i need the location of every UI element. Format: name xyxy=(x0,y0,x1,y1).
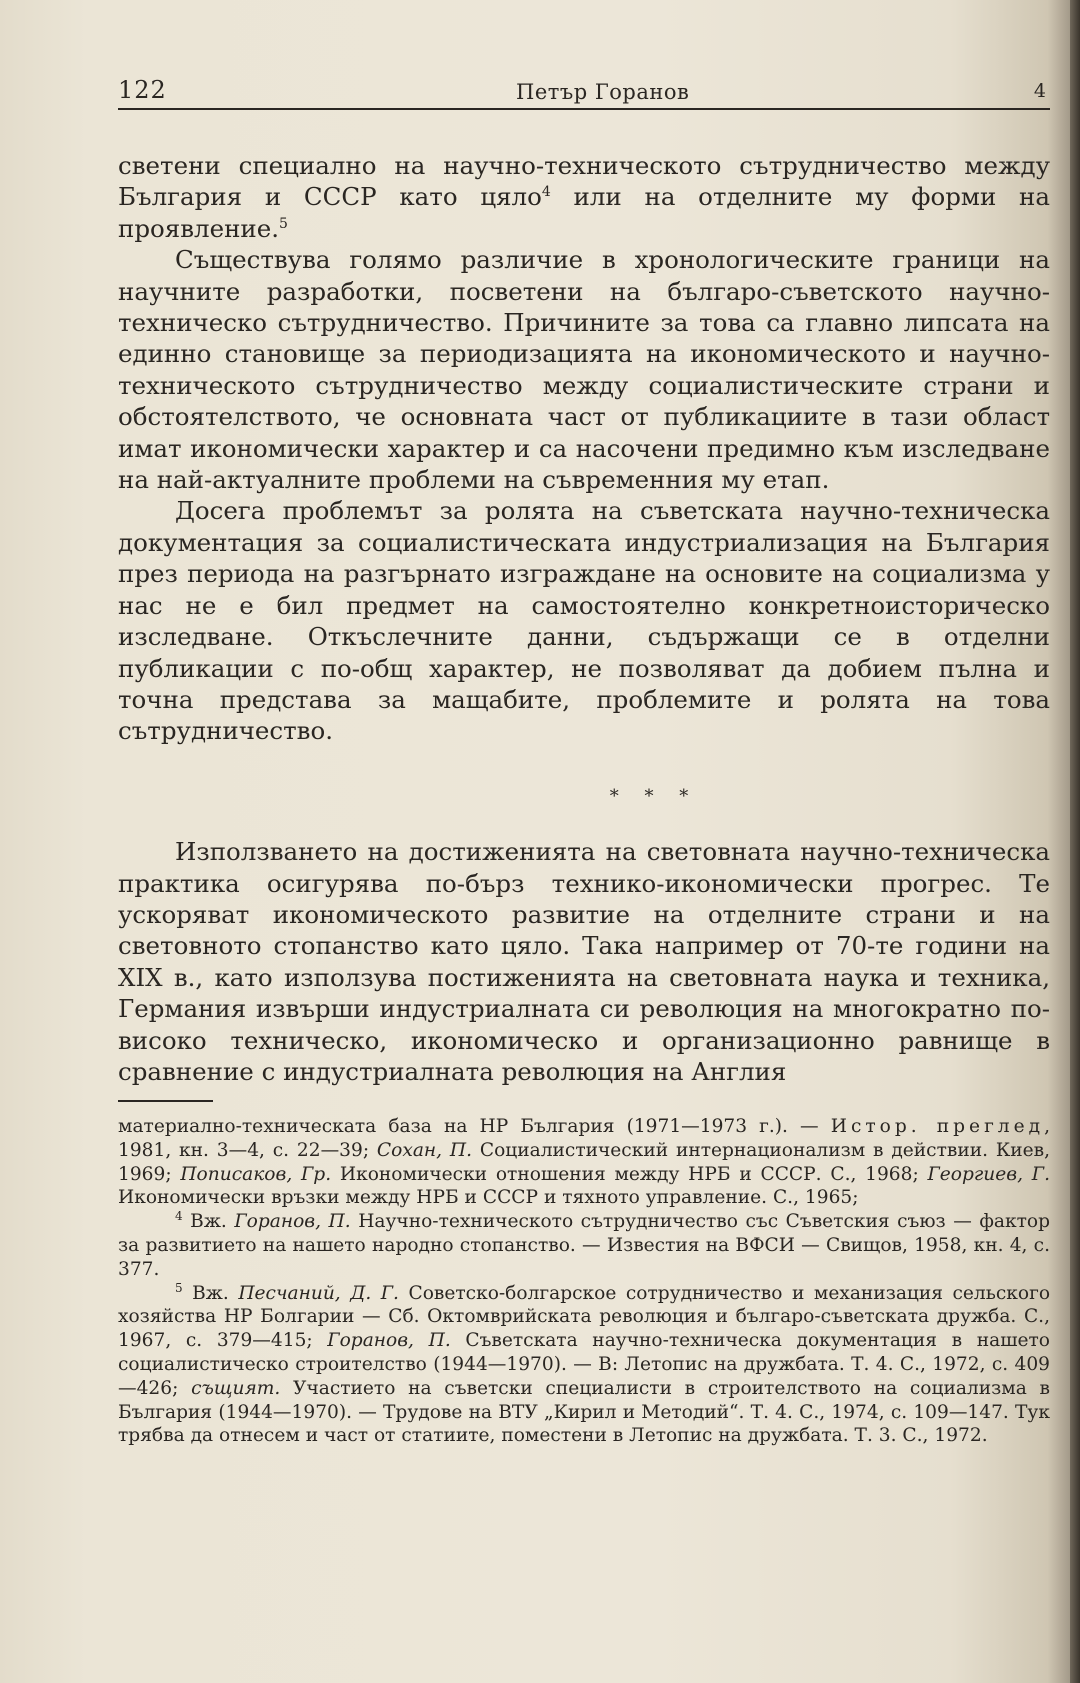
footnotes xyxy=(118,1115,1050,1448)
fn-cont-text-e: Икономически връзки между НРБ и СССР и тяхното управление. С., 1965; xyxy=(118,1187,859,1209)
fn-cont-text-a: материално-техническата база на НР България (1971—1973 г.). — xyxy=(118,1116,831,1137)
footnote-rule xyxy=(118,1100,213,1102)
fn-cont-journal: Истор. преглед xyxy=(830,1116,1045,1137)
fn5-text-c: Съветската научно-техническа документация в нашето социалистическо строителство (1944—1970). — В: Летопис на дружбата. Т. 4. С., 1972, с. 409—426; xyxy=(118,1330,1050,1399)
book-spine-shadow xyxy=(1070,0,1080,1683)
fn5-text-d: Участието на съветски специалисти в строителството на социализма в България (1944—1970). — Трудове на ВТУ „Кирил и Методий“. Т. 4. С., 1974, с. 109—147. Тук трябва да отнесем и част от статиите, поместени в Летопис на дружбата. Т. 3. С., 1972. xyxy=(118,1377,1050,1447)
fn-cont-text-b: , 1981, кн. 3—4, с. 22—39; xyxy=(118,1116,1050,1161)
fn-cont-text-d: Икономически отношения между НРБ и СССР. С., 1968; xyxy=(331,1163,928,1185)
fn5-author-2: Горанов, П. xyxy=(327,1330,451,1352)
footnote-5-number: 5 xyxy=(175,1280,183,1295)
footnote-ref-4: 4 xyxy=(541,184,551,201)
paragraph-1 xyxy=(118,150,1050,244)
header-rule xyxy=(118,108,1050,110)
fn4-author: Горанов, П. xyxy=(234,1211,351,1233)
footnote-4 xyxy=(118,1210,1050,1281)
paragraph-3: Досега проблемът за ролята на съветската научно-техническа документация за социалистическата индустриализация на България през периода на разгърнато изграждане на основите на социализма у нас не е бил предмет на самостоятелно конкретноисторическо изследване. Откъслечните данни, съдържащи се в отделни публикации с по-общ характер, не позволяват да добием пълна и точна представа за мащабите, проблемите и ролята на това сътрудничество. xyxy=(118,496,1050,746)
footnote-ref-5: 5 xyxy=(279,215,288,232)
footnote-5 xyxy=(118,1282,1050,1449)
fn5-text-b: Советско-болгарское сотрудничество и механизация сельского хозяйства НР Болгарии — Сб. Октомврийската революция и българо-съветската дружба. С., 1967, с. 379—415; xyxy=(118,1282,1051,1352)
paragraph-4: Използването на достиженията на световната научно-техническа практика осигурява по-бърз технико-икономически прогрес. Те ускоряват икономическото развитие на отделните страни и на световното стопанство като цяло. Така например от 70-те години на XIX в., като използува постиженията на световната наука и техника, Германия извърши индустриалната си революция на многократно по-високо техническо, икономическо и организационно равнище в сравнение с индустриалната революция на Англия xyxy=(118,837,1050,1086)
fn4-text-b: Научно-техническото сътрудничество със Съветския съюз — фактор за развитието на нашето народно стопанство. — Известия на ВФСИ — Свищов, 1958, кн. 4, с. 377. xyxy=(118,1211,1050,1280)
paragraph-1-text-cont: или на отделните му форми на проявление. xyxy=(118,182,1050,243)
section-separator: * * * xyxy=(609,785,699,807)
fn5-author-3: същият. xyxy=(191,1377,281,1399)
fn-cont-author-2: Пописаков, Гр. xyxy=(180,1163,332,1185)
fn4-text-a: Вж. xyxy=(182,1211,235,1233)
paragraph-1-text: светени специално на научно-техническото сътрудничество между България и СССР като цяло xyxy=(118,151,1050,212)
fn-cont-text-c: Социалистический интернационализм в действии. Киев, 1969; xyxy=(118,1139,1051,1185)
page-number: 122 xyxy=(118,76,167,104)
running-head: Петър Горанов xyxy=(516,80,690,104)
footnote-4-number: 4 xyxy=(175,1209,183,1224)
fn-cont-author-1: Сохан, П. xyxy=(376,1139,473,1161)
fn5-author-1: Песчаний, Д. Г. xyxy=(238,1282,399,1304)
main-text xyxy=(118,150,1050,1087)
header-mark: 4 xyxy=(1033,80,1046,102)
fn5-text-a: Вж. xyxy=(182,1282,239,1304)
fn-cont-author-3: Георгиев, Г. xyxy=(927,1163,1050,1185)
footnote-continued xyxy=(118,1115,1050,1210)
paragraph-2: Съществува голямо различие в хронологическите граници на научните разработки, посветени на българо-съветското научно-техническо сътрудничество. Причините за това са главно липсата на единно становище за периодизацията на икономическото и научно-техническото сътрудничество между социалистическите страни и обстоятелството, че основната част от публикациите в тази област имат икономически характер и са насочени предимно към изследване на най-актуалните проблеми на съвременния му етап. xyxy=(118,245,1050,495)
